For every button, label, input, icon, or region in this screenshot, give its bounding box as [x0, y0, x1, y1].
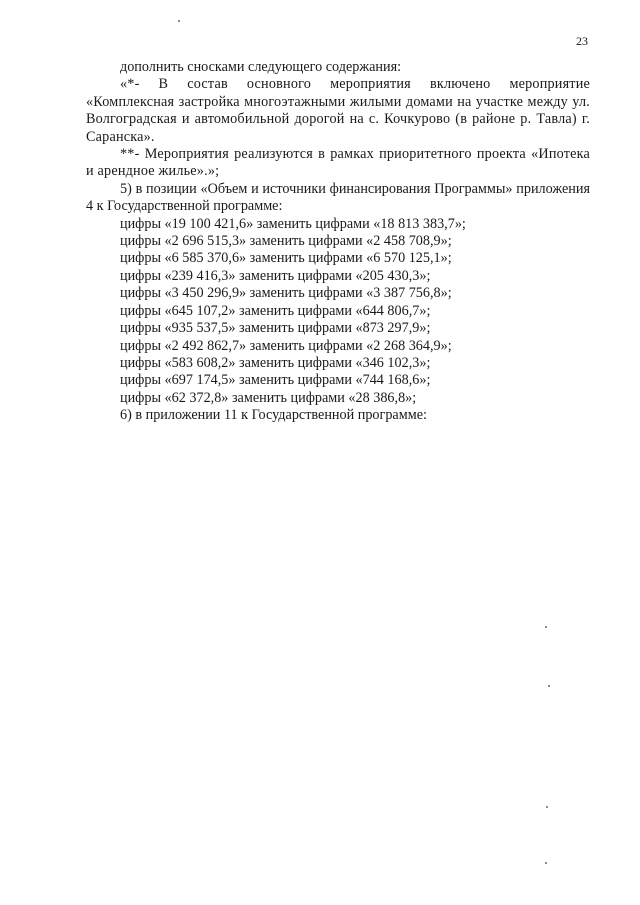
- scan-speck: [545, 626, 547, 628]
- page-number: 23: [576, 34, 588, 48]
- scan-speck: [545, 862, 547, 864]
- replacement-line: цифры «645 107,2» заменить цифрами «644 806,7»;: [120, 302, 431, 319]
- intro-lead: дополнить сносками следующего содержания:: [120, 59, 402, 75]
- replacement-line: цифры «935 537,5» заменить цифрами «873 297,9»;: [120, 320, 431, 337]
- replacement-line: цифры «2 696 515,3» заменить цифрами «2 458 708,9»;: [120, 233, 452, 250]
- replacement-line: цифры «6 585 370,6» заменить цифрами «6 570 125,1»;: [120, 250, 452, 267]
- footnote-main-event: «*- В состав основного мероприятия включено мероприятие «Комплексная застройка многоэтажными жилыми домами на участке между ул. Волгоградская и автомобильной дорогой на с. Кочкурово (в районе р. Тавла) г. Саранска».: [86, 76, 590, 145]
- replacement-line: цифры «697 174,5» заменить цифрами «744 168,6»;: [120, 372, 431, 389]
- item-5-paragraph: 5) в позиции «Объем и источники финансирования Программы» приложения 4 к Государственной программе:: [86, 180, 590, 215]
- item-6-paragraph: 6) в приложении 11 к Государственной программе:: [120, 407, 427, 424]
- replacement-line: цифры «2 492 862,7» заменить цифрами «2 268 364,9»;: [120, 337, 452, 354]
- replacement-line: цифры «62 372,8» заменить цифрами «28 386,8»;: [120, 389, 417, 406]
- replacement-line: цифры «239 416,3» заменить цифрами «205 430,3»;: [120, 267, 431, 284]
- replacement-line: цифры «583 608,2» заменить цифрами «346 102,3»;: [120, 354, 431, 371]
- replacement-list: [86, 216, 590, 407]
- replacement-line: цифры «19 100 421,6» заменить цифрами «18 813 383,7»;: [120, 215, 466, 232]
- scan-speck: [546, 806, 548, 808]
- document-body: [86, 59, 590, 425]
- replacement-line: цифры «3 450 296,9» заменить цифрами «3 387 756,8»;: [120, 285, 452, 302]
- footnote-priority-project: **- Мероприятия реализуются в рамках приоритетного проекта «Ипотека и арендное жилье».»;: [86, 146, 590, 180]
- scan-speck: [548, 685, 550, 687]
- scan-speck: [178, 20, 180, 22]
